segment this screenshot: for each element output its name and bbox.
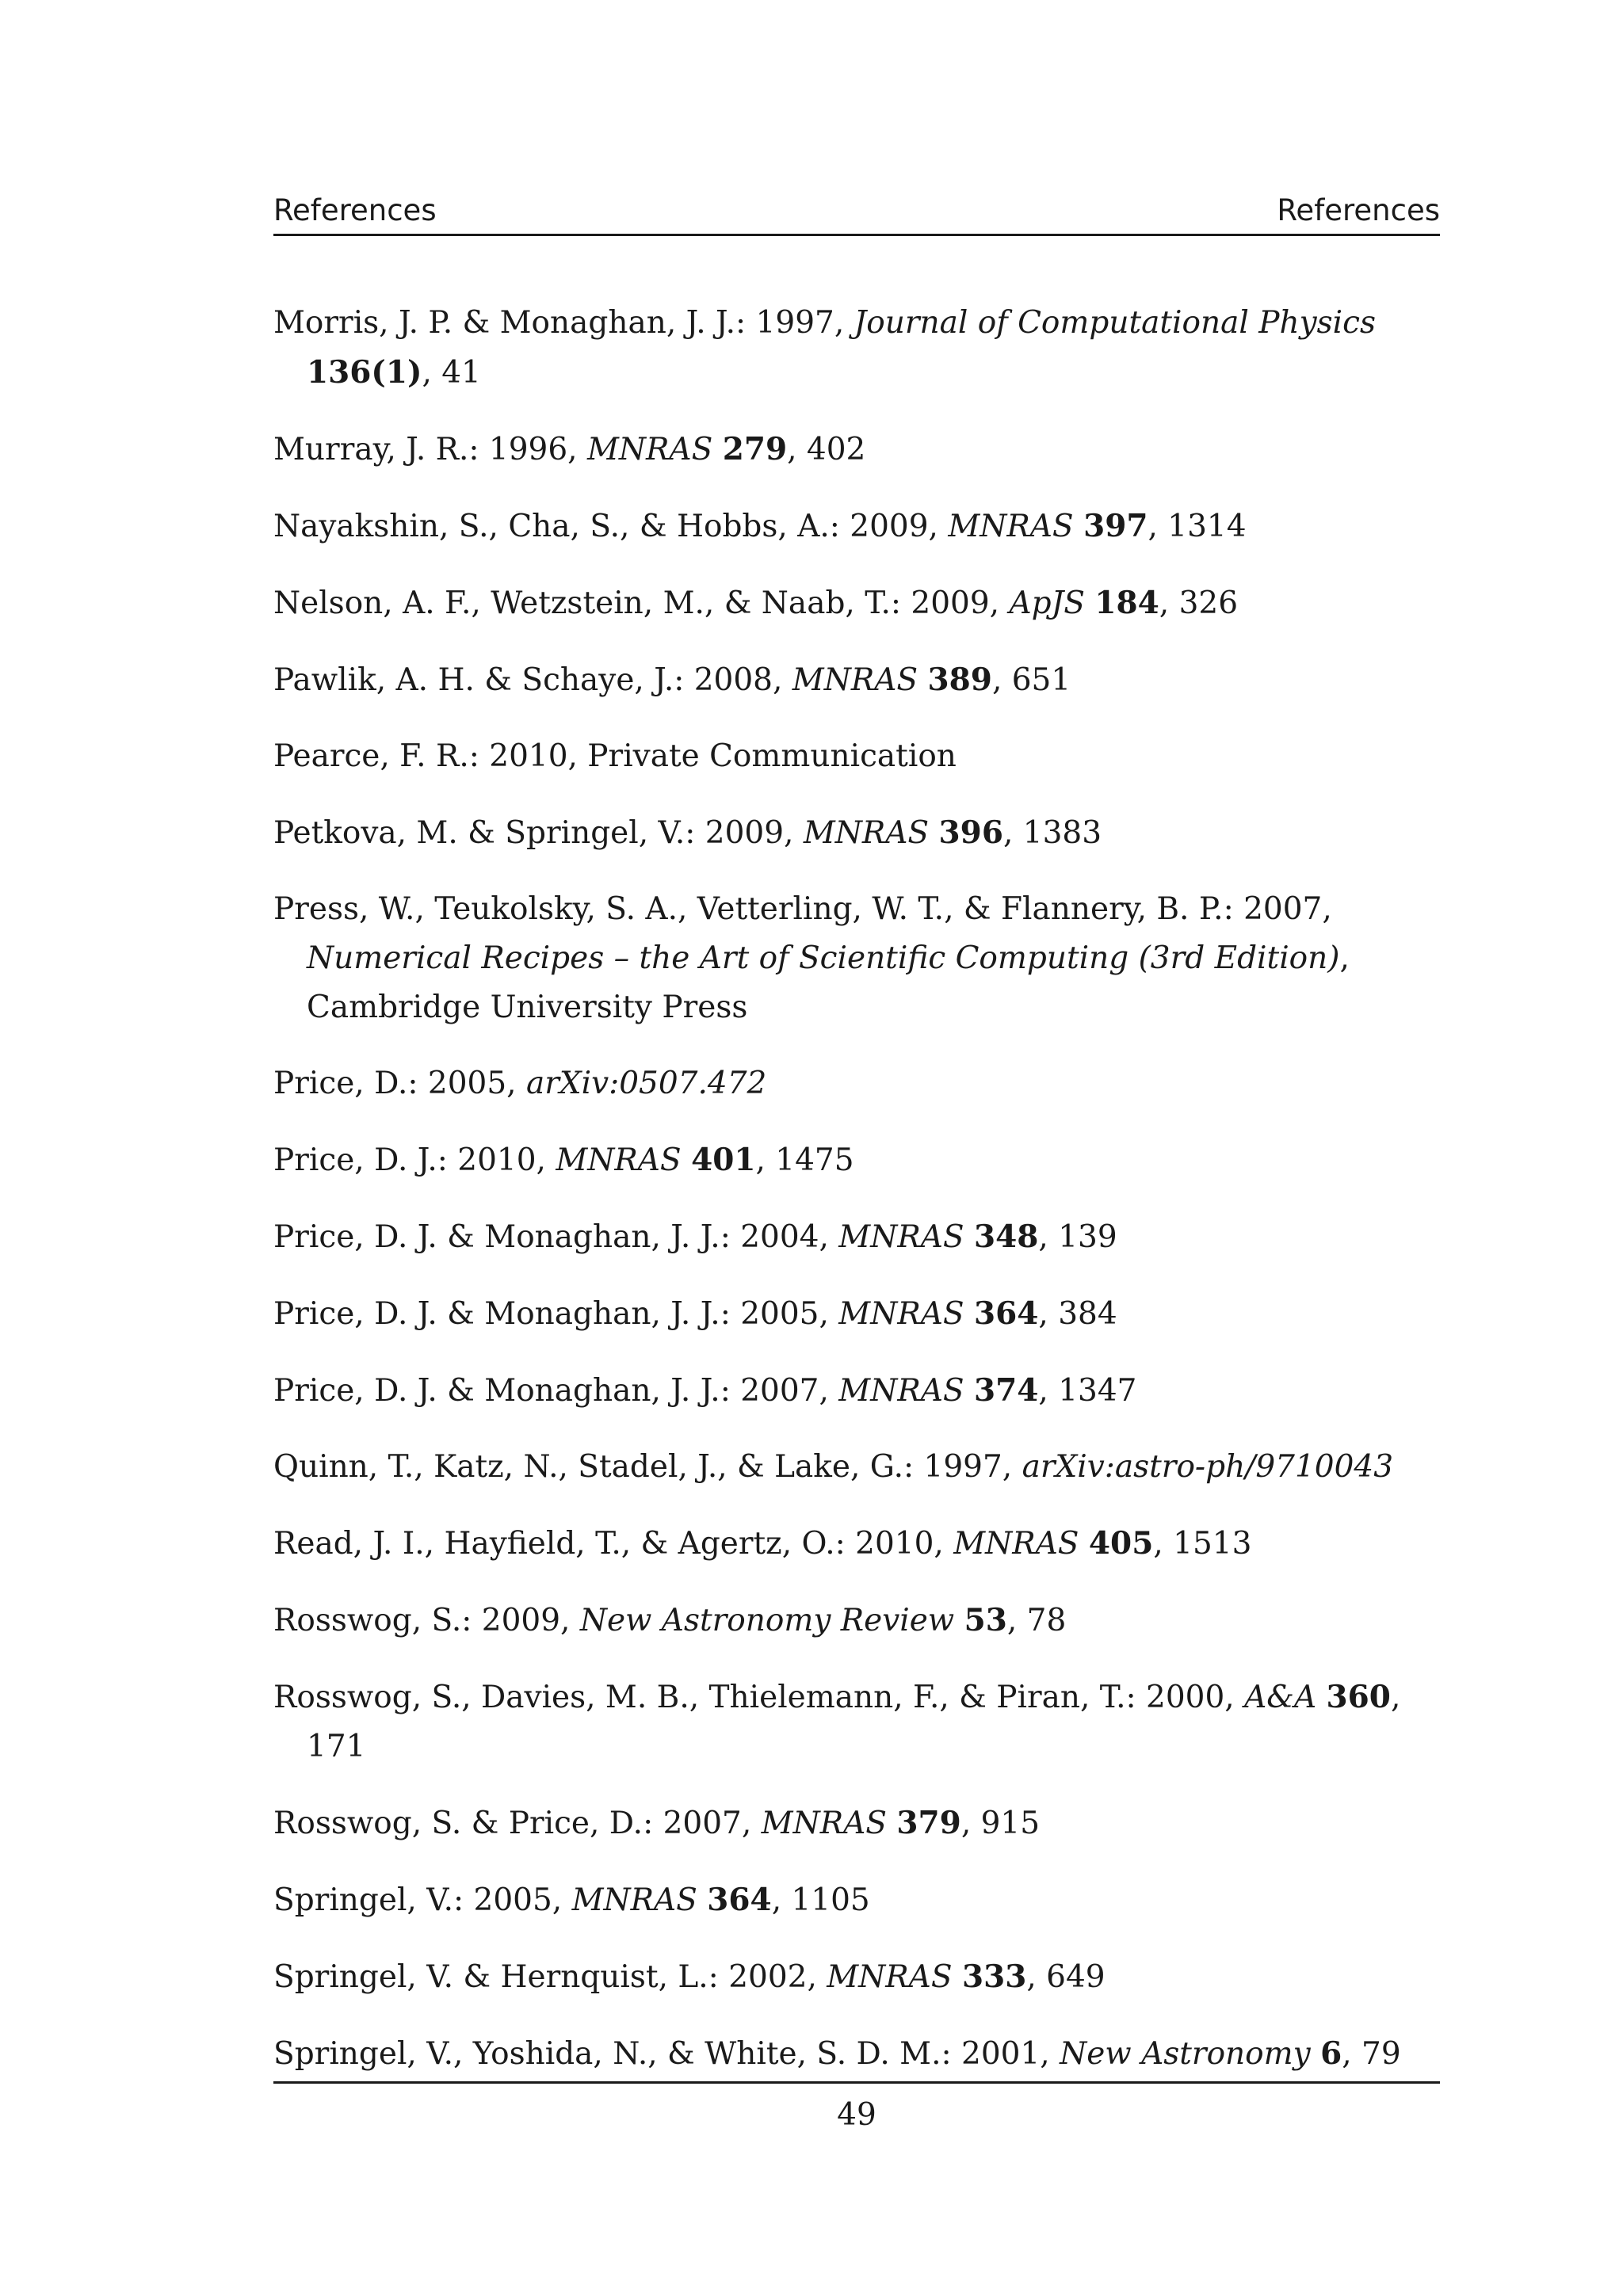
ref-authors: Murray, J. R.: 1996, — [273, 432, 587, 467]
ref-volume: 364 — [974, 1295, 1039, 1332]
ref-volume: 389 — [927, 662, 992, 698]
ref-volume: 348 — [974, 1219, 1039, 1255]
reference-entry — [273, 1366, 1442, 1416]
ref-journal: MNRAS — [761, 1806, 887, 1841]
ref-pages: , 1314 — [1148, 509, 1247, 544]
ref-pages: , 384 — [1038, 1296, 1117, 1332]
ref-authors: Rosswog, S.: 2009, — [273, 1603, 580, 1638]
ref-journal: New Astronomy Review — [579, 1603, 955, 1638]
ref-pages: , 915 — [960, 1806, 1041, 1841]
ref-journal: New Astronomy — [1060, 2036, 1311, 2072]
reference-entry — [273, 1212, 1442, 1262]
ref-journal: Journal of Computational Physics — [854, 305, 1376, 341]
reference-entry — [273, 1443, 1442, 1492]
ref-authors: Springel, V. & Hernquist, L.: 2002, — [273, 1959, 827, 1995]
ref-volume: 401 — [691, 1142, 756, 1178]
header-left-title: References — [273, 193, 437, 227]
reference-entry — [273, 732, 1442, 781]
ref-authors: Press, W., Teukolsky, S. A., Vetterling, W. T., & Flannery, B. P.: 2007, — [273, 891, 1332, 927]
reference-entry — [273, 1135, 1442, 1185]
ref-pages: , 1513 — [1153, 1526, 1252, 1562]
ref-authors: Nayakshin, S., Cha, S., & Hobbs, A.: 2009, — [273, 509, 949, 544]
ref-volume: 405 — [1088, 1525, 1154, 1562]
reference-entry — [273, 578, 1442, 628]
ref-journal: MNRAS — [556, 1142, 682, 1178]
ref-journal: MNRAS — [953, 1526, 1079, 1562]
ref-authors: Price, D.: 2005, — [273, 1066, 526, 1101]
ref-authors: Rosswog, S., Davies, M. B., Thielemann, F., & Piran, T.: 2000, — [273, 1680, 1245, 1715]
ref-pages: , 649 — [1026, 1959, 1106, 1995]
ref-journal: MNRAS — [948, 509, 1074, 544]
ref-volume: 364 — [707, 1882, 772, 1918]
ref-volume: 333 — [961, 1958, 1027, 1995]
ref-pages: , 79 — [1342, 2036, 1401, 2072]
ref-authors: Petkova, M. & Springel, V.: 2009, — [273, 815, 804, 851]
ref-volume: 360 — [1326, 1679, 1391, 1715]
reference-list — [273, 299, 1442, 2106]
ref-volume: 396 — [938, 814, 1003, 851]
ref-volume: 136(1) — [307, 354, 422, 391]
ref-authors: Nelson, A. F., Wetzstein, M., & Naab, T.: 2009, — [273, 585, 1010, 621]
ref-authors: Pearce, F. R.: 2010, Private Communication — [273, 738, 957, 774]
ref-journal: MNRAS — [571, 1882, 697, 1918]
reference-entry — [273, 808, 1442, 858]
reference-entry — [273, 1596, 1442, 1646]
reference-entry — [273, 1289, 1442, 1339]
ref-arxiv-id: arXiv:0507.472 — [525, 1066, 767, 1101]
ref-arxiv-id: arXiv:astro-ph/9710043 — [1022, 1449, 1394, 1485]
running-header — [273, 189, 1440, 236]
ref-volume: 53 — [964, 1602, 1007, 1638]
ref-authors: Springel, V.: 2005, — [273, 1882, 572, 1918]
ref-journal: MNRAS — [827, 1959, 953, 1995]
ref-journal: MNRAS — [803, 815, 930, 851]
reference-entry — [273, 2029, 1442, 2079]
ref-pages: , 1105 — [771, 1882, 870, 1918]
ref-pages: , 1347 — [1038, 1373, 1137, 1409]
ref-journal: ApJS — [1009, 585, 1085, 621]
ref-authors: Springel, V., Yoshida, N., & White, S. D. M.: 2001, — [273, 2036, 1060, 2072]
ref-publisher: , Cambridge University Press — [307, 940, 1350, 1025]
ref-volume: 397 — [1083, 508, 1148, 544]
ref-authors: Price, D. J. & Monaghan, J. J.: 2007, — [273, 1373, 839, 1409]
reference-entry — [273, 885, 1442, 1032]
ref-journal: A&A — [1244, 1680, 1317, 1715]
reference-entry — [273, 655, 1442, 705]
reference-entry — [273, 1798, 1442, 1848]
ref-volume: 6 — [1320, 2035, 1342, 2072]
ref-authors: Morris, J. P. & Monaghan, J. J.: 1997, — [273, 305, 854, 341]
header-right-title: References — [1277, 193, 1440, 227]
page-number: 49 — [837, 2097, 876, 2133]
reference-entry — [273, 1059, 1442, 1108]
reference-entry — [273, 1952, 1442, 2002]
ref-pages: , 171 — [307, 1680, 1401, 1764]
ref-pages: , 139 — [1038, 1219, 1117, 1255]
ref-authors: Price, D. J.: 2010, — [273, 1142, 556, 1178]
ref-authors: Read, J. I., Hayfield, T., & Agertz, O.: 2010, — [273, 1526, 954, 1562]
ref-authors: Quinn, T., Katz, N., Stadel, J., & Lake, G.: 1997, — [273, 1449, 1022, 1485]
ref-pages: , 1383 — [1002, 815, 1102, 851]
ref-pages: , 326 — [1159, 585, 1239, 621]
ref-authors: Price, D. J. & Monaghan, J. J.: 2004, — [273, 1219, 839, 1255]
ref-pages: , 78 — [1006, 1603, 1067, 1638]
reference-entry — [273, 425, 1442, 475]
ref-journal: MNRAS — [838, 1373, 964, 1409]
ref-pages: , 1475 — [755, 1142, 854, 1178]
ref-journal: Numerical Recipes – the Art of Scientific Computing (3rd Edition) — [307, 940, 1340, 976]
ref-pages: , 41 — [422, 355, 481, 391]
reference-entry — [273, 502, 1442, 551]
ref-journal: MNRAS — [792, 662, 918, 698]
ref-pages: , 402 — [787, 432, 866, 467]
reference-entry — [273, 1672, 1442, 1772]
ref-journal: MNRAS — [838, 1296, 964, 1332]
ref-authors: Rosswog, S. & Price, D.: 2007, — [273, 1806, 762, 1841]
reference-entry — [273, 299, 1442, 398]
ref-journal: MNRAS — [838, 1219, 964, 1255]
ref-volume: 279 — [722, 431, 788, 467]
ref-volume: 379 — [896, 1805, 961, 1841]
footer-rule — [273, 2081, 1440, 2084]
ref-volume: 374 — [974, 1372, 1039, 1409]
ref-authors: Price, D. J. & Monaghan, J. J.: 2005, — [273, 1296, 839, 1332]
ref-volume: 184 — [1094, 585, 1159, 621]
reference-entry — [273, 1519, 1442, 1569]
ref-journal: MNRAS — [586, 432, 713, 467]
ref-authors: Pawlik, A. H. & Schaye, J.: 2008, — [273, 662, 792, 698]
reference-entry — [273, 1875, 1442, 1925]
ref-pages: , 651 — [991, 662, 1071, 698]
